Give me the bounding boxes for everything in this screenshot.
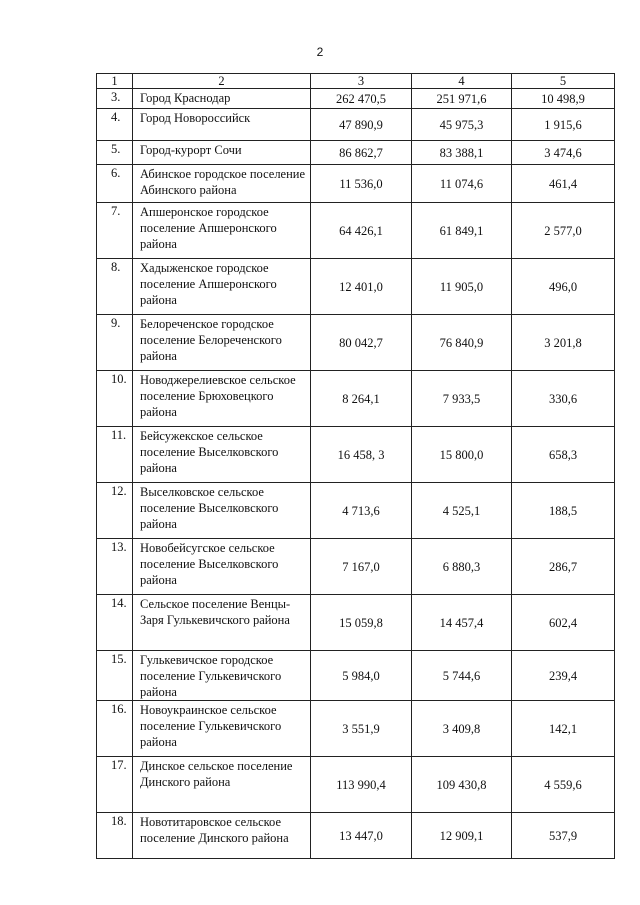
table-row [97, 757, 615, 813]
row-value-col3: 12 401,0 [311, 259, 412, 315]
row-name: Выселковское сельское поселение Выселковского района [133, 483, 311, 539]
row-value-col3: 64 426,1 [311, 203, 412, 259]
table-row [97, 595, 615, 651]
row-number: 16. [97, 701, 133, 757]
column-header: 1 [97, 74, 133, 89]
row-value-col4: 109 430,8 [412, 757, 512, 813]
row-value-col3: 5 984,0 [311, 651, 412, 701]
row-name: Город Краснодар [133, 89, 311, 109]
table-row [97, 651, 615, 701]
row-value-col5: 188,5 [512, 483, 615, 539]
row-number: 6. [97, 165, 133, 203]
table-row [97, 701, 615, 757]
table-row [97, 109, 615, 141]
row-value-col4: 3 409,8 [412, 701, 512, 757]
row-value-col5: 142,1 [512, 701, 615, 757]
row-value-col3: 11 536,0 [311, 165, 412, 203]
table-row [97, 813, 615, 859]
row-value-col4: 4 525,1 [412, 483, 512, 539]
row-name: Гулькевичское городское поселение Гулькевичского района [133, 651, 311, 701]
row-value-col4: 14 457,4 [412, 595, 512, 651]
row-name: Новотитаровское сельское поселение Динского района [133, 813, 311, 859]
row-number: 15. [97, 651, 133, 701]
row-value-col5: 537,9 [512, 813, 615, 859]
row-value-col4: 6 880,3 [412, 539, 512, 595]
table-row [97, 89, 615, 109]
row-name: Динское сельское поселение Динского района [133, 757, 311, 813]
row-value-col5: 658,3 [512, 427, 615, 483]
row-value-col4: 45 975,3 [412, 109, 512, 141]
row-name: Город Новороссийск [133, 109, 311, 141]
row-value-col3: 3 551,9 [311, 701, 412, 757]
row-value-col5: 3 201,8 [512, 315, 615, 371]
row-value-col3: 4 713,6 [311, 483, 412, 539]
row-value-col5: 3 474,6 [512, 141, 615, 165]
row-name: Хадыженское городское поселение Апшеронского района [133, 259, 311, 315]
row-value-col3: 13 447,0 [311, 813, 412, 859]
row-value-col3: 80 042,7 [311, 315, 412, 371]
budget-table [96, 73, 615, 859]
row-number: 14. [97, 595, 133, 651]
row-value-col4: 12 909,1 [412, 813, 512, 859]
table-row [97, 165, 615, 203]
row-value-col4: 61 849,1 [412, 203, 512, 259]
row-value-col4: 251 971,6 [412, 89, 512, 109]
row-number: 13. [97, 539, 133, 595]
row-number: 17. [97, 757, 133, 813]
row-value-col5: 286,7 [512, 539, 615, 595]
row-value-col4: 11 905,0 [412, 259, 512, 315]
row-value-col5: 10 498,9 [512, 89, 615, 109]
table-row [97, 315, 615, 371]
row-name: Абинское городское поселение Абинского района [133, 165, 311, 203]
table-row [97, 371, 615, 427]
row-value-col5: 602,4 [512, 595, 615, 651]
row-number: 10. [97, 371, 133, 427]
row-value-col5: 239,4 [512, 651, 615, 701]
row-value-col4: 5 744,6 [412, 651, 512, 701]
column-header: 3 [311, 74, 412, 89]
row-value-col5: 1 915,6 [512, 109, 615, 141]
row-value-col3: 8 264,1 [311, 371, 412, 427]
row-value-col4: 83 388,1 [412, 141, 512, 165]
row-number: 8. [97, 259, 133, 315]
table-row [97, 483, 615, 539]
row-value-col5: 2 577,0 [512, 203, 615, 259]
row-number: 5. [97, 141, 133, 165]
row-number: 9. [97, 315, 133, 371]
row-value-col5: 496,0 [512, 259, 615, 315]
row-value-col3: 86 862,7 [311, 141, 412, 165]
table-row [97, 141, 615, 165]
table-header-row [97, 74, 615, 89]
table-body [97, 74, 615, 859]
row-name: Бейсужекское сельское поселение Выселковского района [133, 427, 311, 483]
row-value-col4: 7 933,5 [412, 371, 512, 427]
table-row [97, 539, 615, 595]
row-name: Новобейсугское сельское поселение Выселковского района [133, 539, 311, 595]
row-number: 3. [97, 89, 133, 109]
row-name: Новоукраинское сельское поселение Гулькевичского района [133, 701, 311, 757]
page-number: 2 [316, 45, 324, 59]
row-value-col5: 461,4 [512, 165, 615, 203]
row-name: Апшеронское городское поселение Апшеронского района [133, 203, 311, 259]
row-name: Сельское поселение Венцы-Заря Гулькевичского района [133, 595, 311, 651]
column-header: 2 [133, 74, 311, 89]
row-value-col4: 11 074,6 [412, 165, 512, 203]
row-number: 12. [97, 483, 133, 539]
row-name: Город-курорт Сочи [133, 141, 311, 165]
table-row [97, 259, 615, 315]
row-value-col3: 47 890,9 [311, 109, 412, 141]
row-name: Новоджерелиевское сельское поселение Брюховецкого района [133, 371, 311, 427]
row-value-col3: 16 458, 3 [311, 427, 412, 483]
row-value-col5: 4 559,6 [512, 757, 615, 813]
row-number: 4. [97, 109, 133, 141]
row-number: 7. [97, 203, 133, 259]
row-number: 11. [97, 427, 133, 483]
row-value-col3: 15 059,8 [311, 595, 412, 651]
row-value-col4: 15 800,0 [412, 427, 512, 483]
row-value-col3: 7 167,0 [311, 539, 412, 595]
row-value-col4: 76 840,9 [412, 315, 512, 371]
row-value-col3: 262 470,5 [311, 89, 412, 109]
column-header: 4 [412, 74, 512, 89]
row-value-col5: 330,6 [512, 371, 615, 427]
table-row [97, 203, 615, 259]
column-header: 5 [512, 74, 615, 89]
row-value-col3: 113 990,4 [311, 757, 412, 813]
row-number: 18. [97, 813, 133, 859]
row-name: Белореченское городское поселение Белореченского района [133, 315, 311, 371]
table-row [97, 427, 615, 483]
